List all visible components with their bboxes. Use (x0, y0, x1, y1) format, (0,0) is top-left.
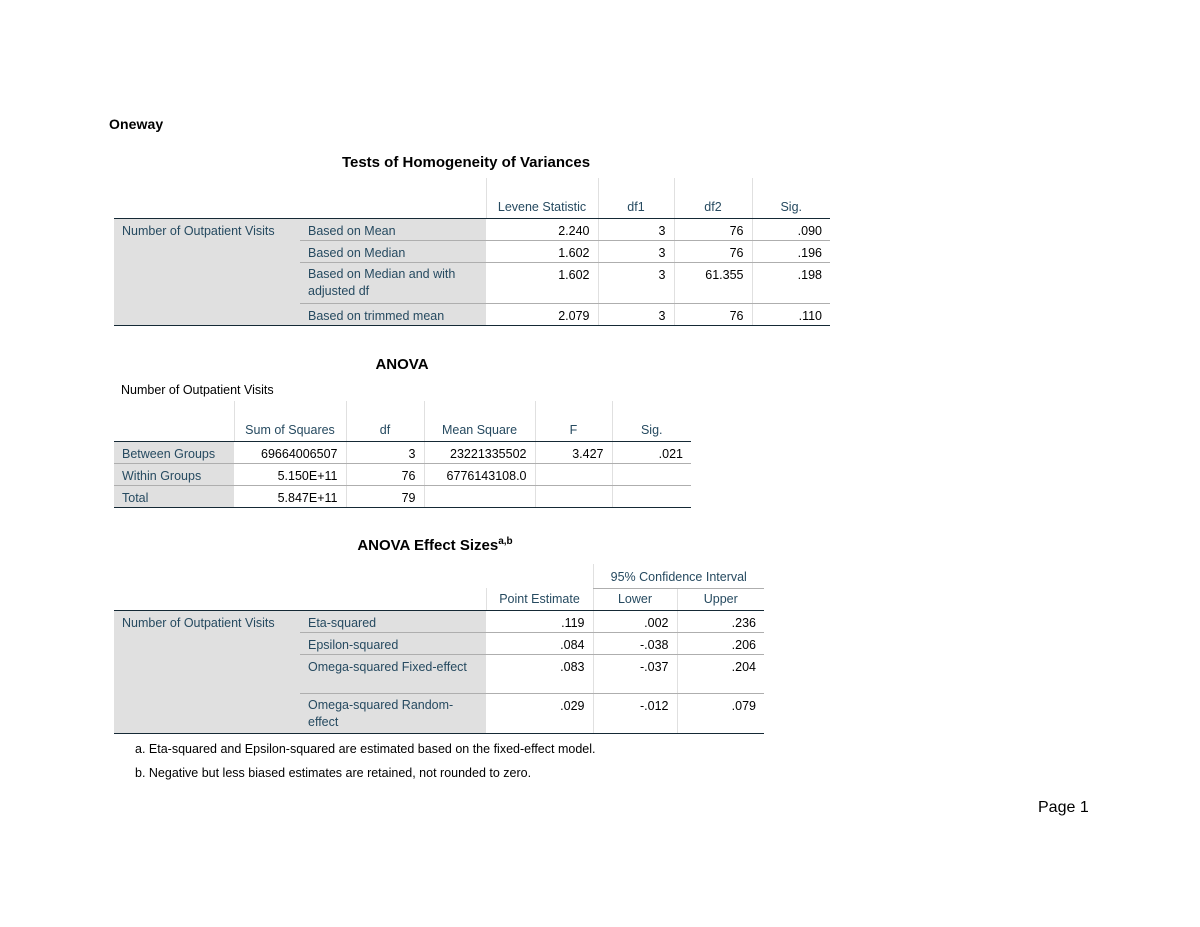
variable-label: Number of Outpatient Visits (114, 610, 300, 733)
table-cell: 6776143108.0 (424, 463, 535, 485)
table-cell: 3 (598, 218, 674, 240)
anova-table-title: ANOVA (375, 356, 429, 373)
table-cell: 76 (674, 218, 752, 240)
table-cell: 3 (598, 240, 674, 262)
homogeneity-table (114, 178, 830, 326)
row-label: Eta-squared (300, 610, 486, 632)
table-cell: 61.355 (674, 262, 752, 303)
effect-title-footnote-marker: a,b (498, 536, 513, 547)
footnote-a: a. Eta-squared and Epsilon-squared are estimated based on the fixed-effect model. (135, 742, 596, 756)
anova-subtitle: Number of Outpatient Visits (121, 383, 274, 397)
table-cell: -.037 (593, 654, 677, 693)
table-cell: 76 (674, 240, 752, 262)
table-cell: 76 (674, 303, 752, 325)
row-label: Based on Median and with adjusted df (300, 262, 486, 303)
table-cell: 1.602 (486, 240, 598, 262)
table-cell: .236 (677, 610, 764, 632)
table-cell: .029 (486, 693, 593, 733)
col-header-df: df (346, 401, 424, 441)
table-cell: .198 (752, 262, 830, 303)
effect-sizes-table (114, 564, 764, 734)
table-cell (535, 463, 612, 485)
row-label: Between Groups (114, 441, 234, 463)
col-header-sig: Sig. (752, 178, 830, 218)
col-header-mean-square: Mean Square (424, 401, 535, 441)
table-cell: .090 (752, 218, 830, 240)
table-cell: 3.427 (535, 441, 612, 463)
table-cell: .084 (486, 632, 593, 654)
row-label: Total (114, 485, 234, 507)
table-cell: -.038 (593, 632, 677, 654)
table-cell: .110 (752, 303, 830, 325)
table-cell: 3 (598, 262, 674, 303)
row-label: Epsilon-squared (300, 632, 486, 654)
row-label: Based on Mean (300, 218, 486, 240)
row-label: Based on trimmed mean (300, 303, 486, 325)
table-cell: -.012 (593, 693, 677, 733)
ci-header: 95% Confidence Interval (593, 564, 764, 588)
table-cell: 2.240 (486, 218, 598, 240)
col-header-levene: Levene Statistic (486, 178, 598, 218)
effect-table-title (330, 536, 540, 554)
table-cell: 3 (598, 303, 674, 325)
variable-label: Number of Outpatient Visits (114, 218, 300, 325)
col-header-df2: df2 (674, 178, 752, 218)
col-header-sum-of-squares: Sum of Squares (234, 401, 346, 441)
homogeneity-table-title: Tests of Homogeneity of Variances (341, 154, 591, 171)
col-header-lower: Lower (593, 588, 677, 610)
table-cell (424, 485, 535, 507)
page-number: Page 1 (1038, 799, 1089, 816)
table-cell (612, 485, 691, 507)
col-header-sig: Sig. (612, 401, 691, 441)
table-cell: .204 (677, 654, 764, 693)
table-cell: 76 (346, 463, 424, 485)
table-cell: 2.079 (486, 303, 598, 325)
table-cell: .079 (677, 693, 764, 733)
col-header-df1: df1 (598, 178, 674, 218)
footnote-b: b. Negative but less biased estimates are retained, not rounded to zero. (135, 766, 532, 780)
table-cell: 5.150E+11 (234, 463, 346, 485)
effect-title-text: ANOVA Effect Sizes (357, 537, 499, 554)
section-heading: Oneway (109, 116, 164, 132)
anova-table (114, 401, 691, 508)
table-cell: 3 (346, 441, 424, 463)
table-cell: 23221335502 (424, 441, 535, 463)
table-cell: 79 (346, 485, 424, 507)
col-header-upper: Upper (677, 588, 764, 610)
col-header-f: F (535, 401, 612, 441)
table-cell (535, 485, 612, 507)
table-cell (612, 463, 691, 485)
row-label: Based on Median (300, 240, 486, 262)
table-cell: .119 (486, 610, 593, 632)
table-cell: .196 (752, 240, 830, 262)
table-cell: 1.602 (486, 262, 598, 303)
table-cell: .083 (486, 654, 593, 693)
table-cell: .021 (612, 441, 691, 463)
table-cell: 69664006507 (234, 441, 346, 463)
row-label: Omega-squared Fixed-effect (300, 654, 486, 693)
row-label: Omega-squared Random-effect (300, 693, 486, 733)
table-cell: 5.847E+11 (234, 485, 346, 507)
row-label: Within Groups (114, 463, 234, 485)
table-cell: .206 (677, 632, 764, 654)
col-header-point-estimate: Point Estimate (486, 588, 593, 610)
table-cell: .002 (593, 610, 677, 632)
